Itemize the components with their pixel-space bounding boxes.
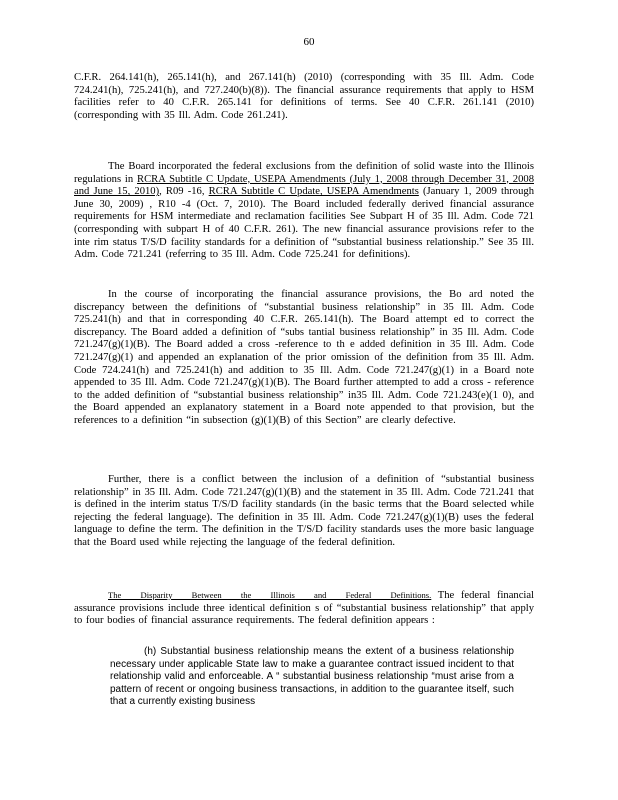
paragraph-4: Further, there is a conflict between the inclusion of a definition of “substantial business relationship” in 35 Ill. Adm. Code 721.247(g)(1)(B) and the statement in 35 Ill. Adm. Code 721.241 that is defined in the interim status T/S/D facility standards (in the basic terms that the Board selected while rejecting the federal language). The definition in 35 Ill. Adm. Code 721.247(g)(1)(B) uses the federal language to define the term. The definition in the T/S/D facility standards uses the more basic language that the Board used while rejecting the language of the federal definition. xyxy=(74,474,534,548)
section-heading: The Disparity Between the Illinois and Federal Definitions. xyxy=(108,590,432,600)
case-citation-1: RCRA Subtitle C Update, USEPA Amendments (July 1, 2008 through December 31, 2008 and June 15, 2010) xyxy=(74,173,534,198)
quoted-definition: (h) Substantial business relationship means the extent of a business relationship necessary under applicable State law to make a guarantee contract issued incident to that relationship valid and enforceable. A “ substantial business relationship “must arise from a pattern of recent or ongoing business transactions, in addition to the guarantee itself, such that a currently existing business xyxy=(110,646,514,708)
paragraph-1: C.F.R. 264.141(h), 265.141(h), and 267.141(h) (2010) (corresponding with 35 Ill. Adm. Code 724.241(h), 725.241(h), and 727.240(b)(8)). The financial assurance requirements that apply to HSM facilities refer to 40 C.F.R. 265.141 for definitions of terms. See 40 C.F.R. 261.141 (2010) (corresponding with 35 Ill. Adm. Code 261.241). xyxy=(74,72,534,121)
paragraph-2: The Board incorporated the federal exclusions from the definition of solid waste into the Illinois regulations in RCRA Subtitle C Update, USEPA Amendments (July 1, 2008 through December 31, 2008 and June 15, 2010), R09 -16, RCRA Subtitle C Update, USEPA Amendments (January 1, 2009 through June 30, 2009) , R10 -4 (Oct. 7, 2010). The Board included federally derived financial assurance requirements for HSM intermediate and reclamation facilities See Subpart H of 35 Ill. Adm. Code 721 (corresponding with subpart H of 40 C.F.R. 261). The new financial assurance provisions refer to the inte rim status T/S/D facility standards for a definition of “substantial business relationship.” See 35 Ill. Adm. Code 721.241 (referring to 35 Ill. Adm. Code 725.241 for definitions). xyxy=(74,161,534,261)
paragraph-3: In the course of incorporating the financial assurance provisions, the Bo ard noted the discrepancy between the definitions of “substantial business relationship” in 35 Ill. Adm. Code 725.241(h) and that in corresponding 40 C.F.R. 265.141(h). The Board attempt ed to correct the discrepancy. The Board added a definition of “subs tantial business relationship” in 35 Ill. Adm. Code 721.247(g)(1)(B). The Board added a cross -reference to th e added definition in 35 Ill. Adm. Code 721.247(g)(1) and appended an explanation of the prior omission of the definition from 35 Ill. Adm. Code 724.241(h) and 725.241(h) and addition to 35 Ill. Adm. Code 721.247(g)(1) in a Board note appended to 35 Ill. Adm. Code 721.247(g)(1)(B). The Board further attempted to add a cross - reference to the added definition of “substantial business relationship” in35 Ill. Adm. Code 721.243(e)(1 0), and the Board appended an explanatory statement in a Board note appended to that provision, but the references to a definition “in subsection (g)(1)(B) of this Section” are clearly defective. xyxy=(74,289,534,426)
paragraph-5: The Disparity Between the Illinois and Federal Definitions. The federal financial assurance provisions include three identical definition s of “substantial business relationship” that apply to four bodies of financial assurance requirements. The federal definition appears : xyxy=(74,590,535,627)
page-number: 60 xyxy=(303,36,315,48)
case-citation-2: RCRA Subtitle C Update, USEPA Amendments xyxy=(208,186,419,198)
block-quote xyxy=(110,646,514,709)
